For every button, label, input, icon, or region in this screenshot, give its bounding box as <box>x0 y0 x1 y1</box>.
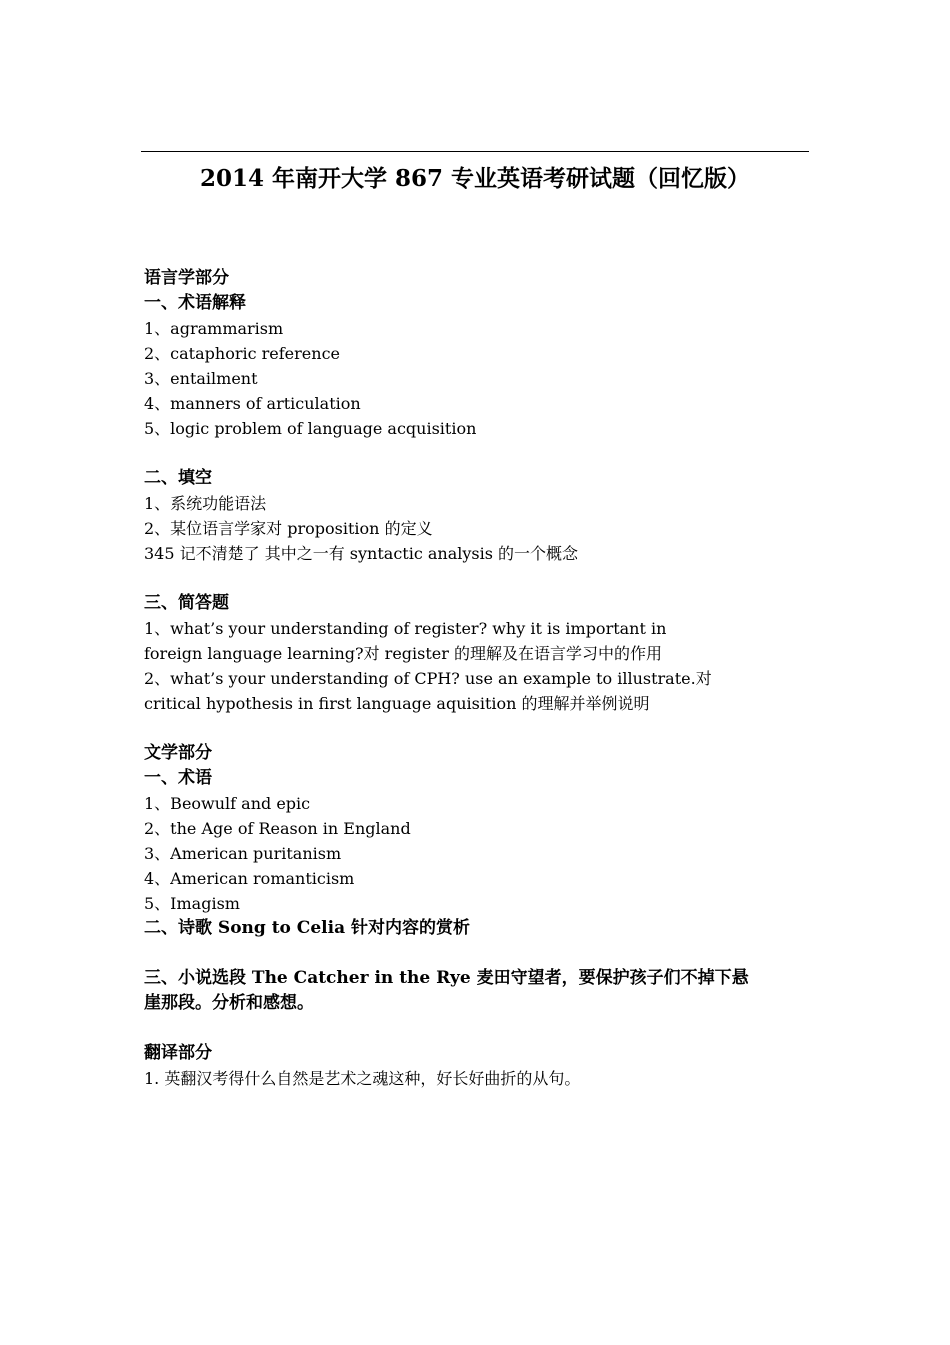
list-item: 1、Beowulf and epic <box>144 794 311 813</box>
translation-heading: 翻译部分 <box>144 1043 212 1063</box>
linguistics-heading: 语言学部分 <box>144 268 229 288</box>
literature-novel-heading: 三、小说选段 The Catcher in the Rye 麦田守望者，要保护孩子们不掉下悬 <box>144 968 749 988</box>
header-rule <box>141 151 809 152</box>
question-line: critical hypothesis in first language aquisition 的理解并举例说明 <box>144 694 650 713</box>
spacer <box>144 566 814 591</box>
literature-heading: 文学部分 <box>144 743 212 763</box>
list-item: 1、系统功能语法 <box>144 494 267 513</box>
list-item: 3、American puritanism <box>144 844 342 863</box>
linguistics-terms-heading: 一、术语解释 <box>144 293 246 313</box>
spacer <box>144 716 814 741</box>
list-item: 3、entailment <box>144 369 258 388</box>
linguistics-fill-heading: 二、填空 <box>144 468 212 488</box>
linguistics-short-heading: 三、简答题 <box>144 593 229 613</box>
list-item: 345 记不清楚了 其中之一有 syntactic analysis 的一个概念 <box>144 544 579 563</box>
document-body <box>144 266 814 1091</box>
list-item: 4、manners of articulation <box>144 394 361 413</box>
literature-poem-heading: 二、诗歌 Song to Celia 针对内容的赏析 <box>144 918 471 938</box>
question-line: 1、what’s your understanding of register? why it is important in <box>144 619 667 638</box>
list-item: 1、agrammarism <box>144 319 284 338</box>
page-title: 2014 年南开大学 867 专业英语考研试题（回忆版） <box>199 165 751 192</box>
list-item: 4、American romanticism <box>144 869 355 888</box>
list-item: 2、the Age of Reason in England <box>144 819 411 838</box>
list-item: 2、某位语言学家对 proposition 的定义 <box>144 519 433 538</box>
literature-terms-heading: 一、术语 <box>144 768 212 788</box>
spacer <box>144 441 814 466</box>
list-item: 5、logic problem of language acquisition <box>144 419 477 438</box>
spacer <box>144 1016 814 1041</box>
literature-novel-heading-cont: 崖那段。分析和感想。 <box>144 993 314 1013</box>
question-line: foreign language learning?对 register 的理解及在语言学习中的作用 <box>144 644 662 663</box>
list-item: 2、cataphoric reference <box>144 344 341 363</box>
list-item: 5、Imagism <box>144 894 240 913</box>
spacer <box>144 941 814 966</box>
list-item: 1. 英翻汉考得什么自然是艺术之魂这种，好长好曲折的从句。 <box>144 1069 581 1088</box>
question-line: 2、what’s your understanding of CPH? use an example to illustrate.对 <box>144 669 712 688</box>
